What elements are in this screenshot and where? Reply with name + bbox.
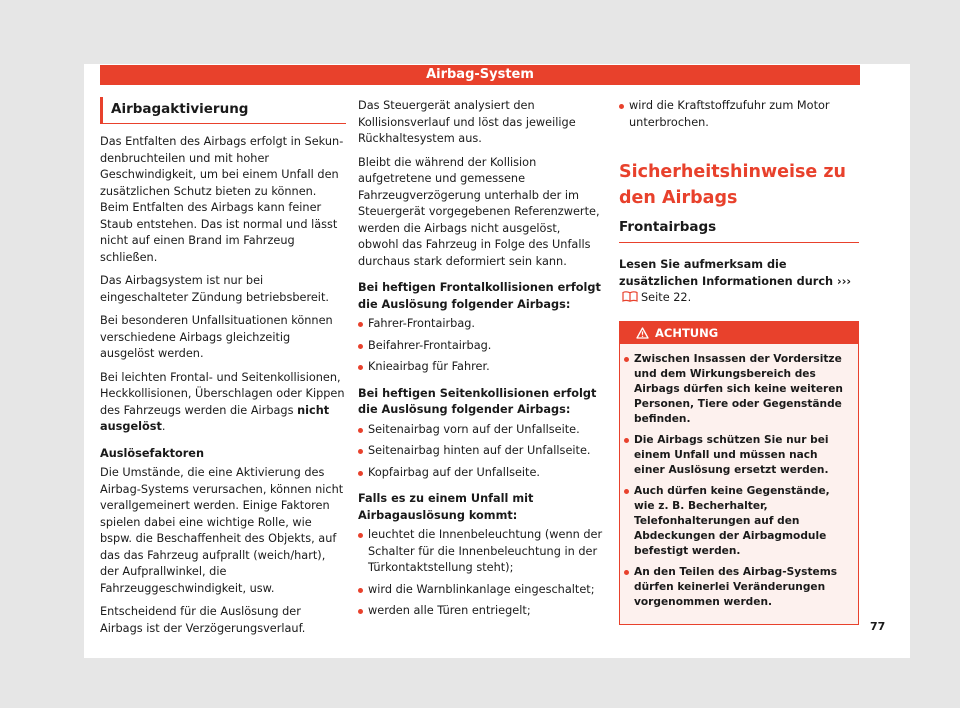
column-left <box>100 97 346 644</box>
list-item: wird die Kraftstoffzufuhr zum Motor unterbrochen. <box>619 98 859 131</box>
warning-item: Zwischen Insassen der Vordersitze und dem Wirkungsbereich des Airbags dürfen sich keine weiteren Personen, Tiere oder Gegenstände befinden. <box>624 352 848 427</box>
paragraph: Das Airbagsystem ist nur bei eingeschalteter Zündung betriebsbereit. <box>100 274 329 304</box>
warning-body <box>620 344 858 624</box>
warning-title: ACHTUNG <box>655 325 719 340</box>
subheading-frontairbags: Frontairbags <box>619 217 859 243</box>
book-icon[interactable] <box>622 291 638 302</box>
column-right <box>619 98 859 625</box>
list-item: Beifahrer-Frontairbag. <box>358 338 604 355</box>
list-item: wird die Warnblinkanlage eingeschaltet; <box>358 582 604 599</box>
paragraph: Das Steuergerät analysiert den Kollisionsverlauf und löst das jeweilige Rückhaltesystem aus. <box>358 99 576 145</box>
emphasis-text: nicht ausgelöst <box>100 403 330 433</box>
section-heading-airbagaktivierung: Airbagaktivierung <box>100 97 346 124</box>
warning-header <box>620 322 858 344</box>
list-item: werden alle Türen entriegelt; <box>358 603 604 620</box>
warning-triangle-icon <box>636 327 649 339</box>
list-item: Seitenairbag vorn auf der Unfallseite. <box>358 422 604 439</box>
cross-reference: Lesen Sie aufmerksam die zusätzlichen Informationen durch ››› Seite 22. <box>619 258 851 304</box>
paragraph: Bei leichten Frontal- und Seitenkollisionen, Heckkollisionen, Überschlagen oder Kippen des Fahrzeugs werden die Airbags nicht ausgelöst. <box>100 370 345 433</box>
paragraph: Bei besonderen Unfallsituationen können verschiedene Airbags gleichzeitig ausgelöst werden. <box>100 314 333 360</box>
list-item: Seitenairbag hinten auf der Unfallseite. <box>358 443 604 460</box>
page-number: 77 <box>870 620 886 633</box>
page-reference-link[interactable]: Seite 22. <box>641 291 692 304</box>
header-title: Airbag-System <box>426 67 534 82</box>
subheading-accident: Falls es zu einem Unfall mit Airbagauslösung kommt: <box>358 492 534 522</box>
paragraph: Die Umstände, die eine Aktivierung des Airbag-Systems verursachen, können nicht verallgemeinert werden. Einige Faktoren spielen dabei eine wichtige Rolle, wie bspw. die Beschaffenheit des Objekts, auf das das Fahrzeug aufprallt (weich/hart), der Aufprallwinkel, die Fahrzeuggeschwindigkeit, usw. <box>100 466 344 595</box>
list-item: Knieairbag für Fahrer. <box>358 359 604 376</box>
warning-item: Die Airbags schützen Sie nur bei einem Unfall und müssen nach einer Auslösung ersetzt werden. <box>624 433 848 478</box>
list-item: leuchtet die Innenbeleuchtung (wenn der Schalter für die Innenbeleuchtung in der Türkontaktstellung steht); <box>358 527 604 577</box>
paragraph: Bleibt die während der Kollision aufgetretene und gemessene Fahrzeugverzögerung unterhalb der im Steuergerät vorgegebenen Referenzwerte, werden die Airbags nicht ausgelöst, obwohl das Fahrzeug in Folge des Unfalls durchaus stark deformiert sein kann. <box>358 155 600 268</box>
subheading-side: Bei heftigen Seitenkollisionen erfolgt die Auslösung folgender Airbags: <box>358 386 597 416</box>
warning-item: Auch dürfen keine Gegenstände, wie z. B. Becherhalter, Telefonhalterungen auf den Abdeckungen der Airbagmodule befestigt werden. <box>624 484 848 559</box>
section-title-sicherheitshinweise: Sicherheitshinweise zu den Airbags <box>619 162 847 208</box>
list-item: Kopfairbag auf der Unfallseite. <box>358 465 604 482</box>
column-middle <box>358 98 604 625</box>
header-bar <box>100 65 860 85</box>
subheading-frontal: Bei heftigen Frontalkollisionen erfolgt die Auslösung folgender Airbags: <box>358 281 601 311</box>
paragraph: Entscheidend für die Auslösung der Airbags ist der Verzögerungsverlauf. <box>100 605 306 635</box>
subheading-ausloesefaktoren: Auslösefaktoren <box>100 446 205 460</box>
warning-item: An den Teilen des Airbag-Systems dürfen keinerlei Veränderungen vorgenommen werden. <box>624 565 848 610</box>
paragraph: Das Entfalten des Airbags erfolgt in Sekundenbruchteilen und mit hoher Geschwindigkeit, um bei einem Unfall den zusätzlichen Schutz bieten zu können. Beim Entfalten des Airbags kann feiner Staub entstehen. Das ist normal und lässt nicht auf einen Brand im Fahrzeug schließen. <box>100 135 344 264</box>
warning-box <box>619 321 859 625</box>
list-item: Fahrer-Frontairbag. <box>358 316 604 333</box>
